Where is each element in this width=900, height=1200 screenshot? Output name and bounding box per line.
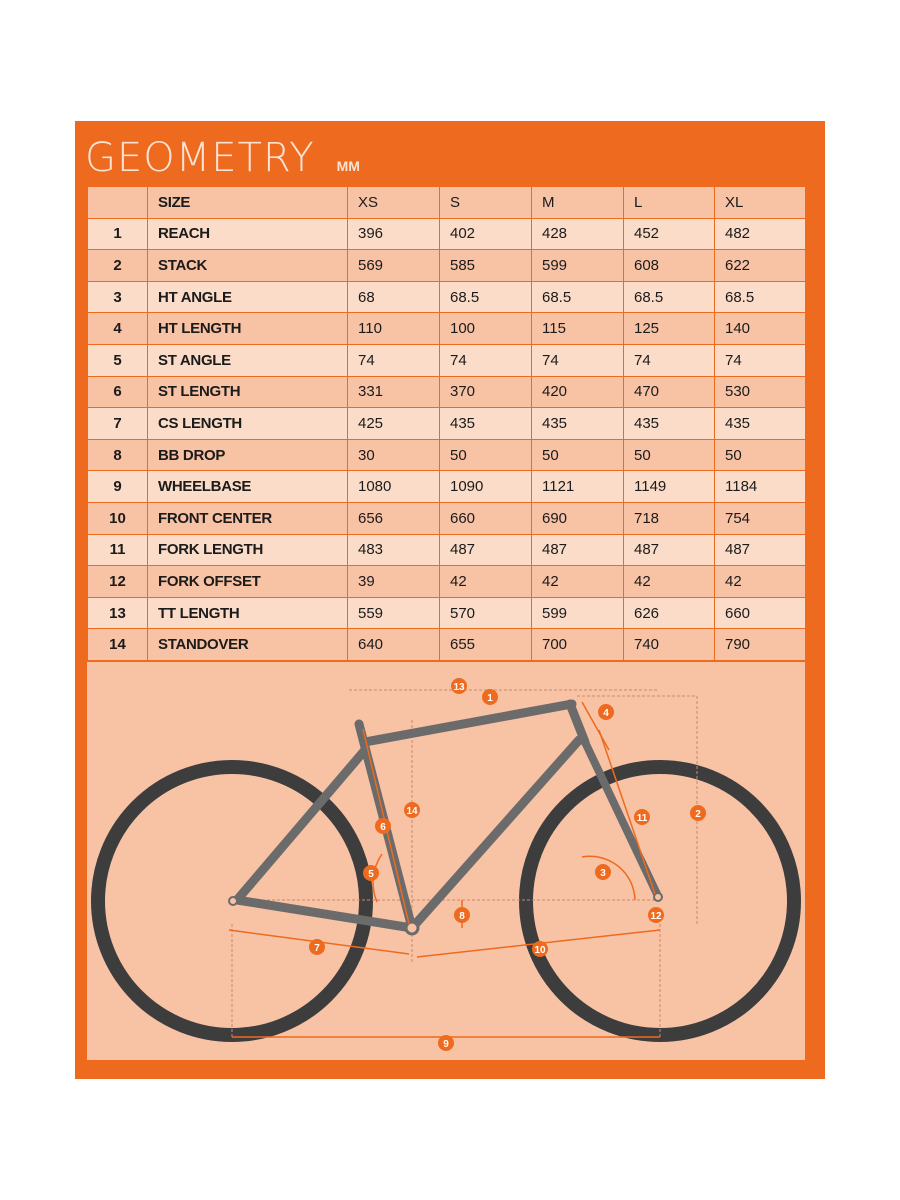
row-measurement-name: WHEELBASE	[148, 471, 348, 503]
marker-1	[482, 689, 498, 705]
value-cell-xs: 569	[348, 250, 440, 282]
value-cell-l: 718	[624, 502, 715, 534]
marker-14	[404, 802, 420, 818]
row-number: 7	[88, 408, 148, 440]
row-measurement-name: REACH	[148, 218, 348, 250]
value-cell-s: 585	[440, 250, 532, 282]
rear-dropout	[229, 897, 237, 905]
svg-text:11: 11	[636, 813, 648, 824]
value-cell-s: 487	[440, 534, 532, 566]
table-row	[88, 250, 806, 282]
row-number: 6	[88, 376, 148, 408]
front-dropout	[654, 893, 662, 901]
value-cell-s: 74	[440, 344, 532, 376]
value-cell-xl: 42	[715, 566, 806, 598]
value-cell-l: 74	[624, 344, 715, 376]
table-row	[88, 502, 806, 534]
svg-text:10: 10	[534, 945, 546, 956]
svg-text:1: 1	[487, 693, 493, 704]
table-row	[88, 376, 806, 408]
row-number: 10	[88, 502, 148, 534]
svg-text:2: 2	[695, 809, 701, 820]
value-cell-xl: 68.5	[715, 281, 806, 313]
value-cell-s: 1090	[440, 471, 532, 503]
row-number: 5	[88, 344, 148, 376]
row-measurement-name: HT LENGTH	[148, 313, 348, 345]
table-row	[88, 408, 806, 440]
value-cell-l: 125	[624, 313, 715, 345]
svg-text:4: 4	[603, 708, 609, 719]
value-cell-xl: 660	[715, 597, 806, 629]
value-cell-xs: 559	[348, 597, 440, 629]
value-cell-l: 452	[624, 218, 715, 250]
value-cell-xs: 74	[348, 344, 440, 376]
marker-5	[363, 865, 379, 881]
value-cell-xs: 39	[348, 566, 440, 598]
value-cell-xl: 487	[715, 534, 806, 566]
value-cell-s: 402	[440, 218, 532, 250]
size-column-header: XS	[348, 187, 440, 219]
size-column-header: S	[440, 187, 532, 219]
value-cell-m: 599	[532, 250, 624, 282]
bike-geometry-diagram	[87, 662, 805, 1060]
marker-8	[454, 907, 470, 923]
value-cell-s: 50	[440, 439, 532, 471]
marker-6	[375, 818, 391, 834]
value-cell-l: 50	[624, 439, 715, 471]
value-cell-m: 50	[532, 439, 624, 471]
value-cell-l: 487	[624, 534, 715, 566]
size-header: SIZE	[148, 187, 348, 219]
size-column-header: XL	[715, 187, 806, 219]
value-cell-xs: 425	[348, 408, 440, 440]
bike-diagram-svg	[87, 662, 805, 1060]
row-measurement-name: BB DROP	[148, 439, 348, 471]
table-header-row	[88, 187, 806, 219]
svg-text:7: 7	[314, 943, 320, 954]
value-cell-xl: 74	[715, 344, 806, 376]
svg-text:3: 3	[600, 868, 606, 879]
table-row	[88, 218, 806, 250]
row-number: 3	[88, 281, 148, 313]
value-cell-xs: 110	[348, 313, 440, 345]
svg-text:9: 9	[443, 1039, 449, 1050]
row-measurement-name: CS LENGTH	[148, 408, 348, 440]
value-cell-xs: 483	[348, 534, 440, 566]
value-cell-xl: 790	[715, 629, 806, 661]
value-cell-m: 700	[532, 629, 624, 661]
value-cell-l: 42	[624, 566, 715, 598]
marker-11	[634, 809, 650, 825]
value-cell-m: 1121	[532, 471, 624, 503]
value-cell-l: 626	[624, 597, 715, 629]
value-cell-l: 608	[624, 250, 715, 282]
svg-text:8: 8	[459, 911, 465, 922]
value-cell-m: 487	[532, 534, 624, 566]
value-cell-xs: 30	[348, 439, 440, 471]
value-cell-xs: 656	[348, 502, 440, 534]
row-measurement-name: STANDOVER	[148, 629, 348, 661]
value-cell-m: 68.5	[532, 281, 624, 313]
marker-2	[690, 805, 706, 821]
value-cell-s: 660	[440, 502, 532, 534]
svg-text:13: 13	[453, 682, 465, 693]
row-number: 4	[88, 313, 148, 345]
size-column-header: L	[624, 187, 715, 219]
marker-4	[598, 704, 614, 720]
row-measurement-name: HT ANGLE	[148, 281, 348, 313]
row-number: 13	[88, 597, 148, 629]
dimension-lines	[229, 702, 660, 1037]
table-row	[88, 281, 806, 313]
row-number: 1	[88, 218, 148, 250]
row-number: 8	[88, 439, 148, 471]
value-cell-l: 470	[624, 376, 715, 408]
value-cell-l: 68.5	[624, 281, 715, 313]
value-cell-l: 1149	[624, 471, 715, 503]
value-cell-xl: 1184	[715, 471, 806, 503]
table-row	[88, 313, 806, 345]
row-number: 14	[88, 629, 148, 661]
value-cell-m: 42	[532, 566, 624, 598]
table-row	[88, 534, 806, 566]
row-number: 9	[88, 471, 148, 503]
value-cell-s: 655	[440, 629, 532, 661]
row-number: 12	[88, 566, 148, 598]
row-measurement-name: STACK	[148, 250, 348, 282]
page-title: GEOMETRY	[85, 135, 315, 181]
row-measurement-name: ST ANGLE	[148, 344, 348, 376]
value-cell-xs: 1080	[348, 471, 440, 503]
row-measurement-name: FORK LENGTH	[148, 534, 348, 566]
table-row	[88, 566, 806, 598]
marker-12	[648, 907, 664, 923]
marker-3	[595, 864, 611, 880]
row-measurement-name: ST LENGTH	[148, 376, 348, 408]
svg-text:14: 14	[406, 806, 418, 817]
value-cell-m: 599	[532, 597, 624, 629]
svg-text:6: 6	[380, 822, 386, 833]
marker-10	[532, 941, 548, 957]
value-cell-s: 68.5	[440, 281, 532, 313]
table-row	[88, 471, 806, 503]
value-cell-m: 690	[532, 502, 624, 534]
value-cell-xs: 331	[348, 376, 440, 408]
table-row	[88, 344, 806, 376]
value-cell-xl: 50	[715, 439, 806, 471]
row-number: 2	[88, 250, 148, 282]
header-num-cell	[88, 187, 148, 219]
value-cell-m: 74	[532, 344, 624, 376]
size-column-header: M	[532, 187, 624, 219]
marker-9	[438, 1035, 454, 1051]
header	[85, 129, 360, 187]
marker-13	[451, 678, 467, 694]
value-cell-xl: 435	[715, 408, 806, 440]
geometry-table	[87, 186, 806, 661]
value-cell-xl: 622	[715, 250, 806, 282]
value-cell-xs: 396	[348, 218, 440, 250]
table-row	[88, 629, 806, 661]
value-cell-m: 115	[532, 313, 624, 345]
value-cell-s: 570	[440, 597, 532, 629]
value-cell-xl: 530	[715, 376, 806, 408]
value-cell-m: 428	[532, 218, 624, 250]
row-measurement-name: FRONT CENTER	[148, 502, 348, 534]
svg-text:12: 12	[650, 911, 662, 922]
bottom-bracket	[406, 922, 418, 934]
table-row	[88, 439, 806, 471]
marker-7	[309, 939, 325, 955]
value-cell-xl: 140	[715, 313, 806, 345]
geometry-panel	[75, 121, 825, 1079]
value-cell-s: 42	[440, 566, 532, 598]
value-cell-s: 100	[440, 313, 532, 345]
value-cell-l: 740	[624, 629, 715, 661]
row-measurement-name: TT LENGTH	[148, 597, 348, 629]
value-cell-s: 435	[440, 408, 532, 440]
value-cell-xl: 482	[715, 218, 806, 250]
row-measurement-name: FORK OFFSET	[148, 566, 348, 598]
value-cell-m: 435	[532, 408, 624, 440]
value-cell-s: 370	[440, 376, 532, 408]
table-row	[88, 597, 806, 629]
value-cell-m: 420	[532, 376, 624, 408]
value-cell-l: 435	[624, 408, 715, 440]
svg-text:5: 5	[368, 869, 374, 880]
unit-label: MM	[336, 158, 360, 174]
row-number: 11	[88, 534, 148, 566]
value-cell-xs: 68	[348, 281, 440, 313]
value-cell-xs: 640	[348, 629, 440, 661]
value-cell-xl: 754	[715, 502, 806, 534]
